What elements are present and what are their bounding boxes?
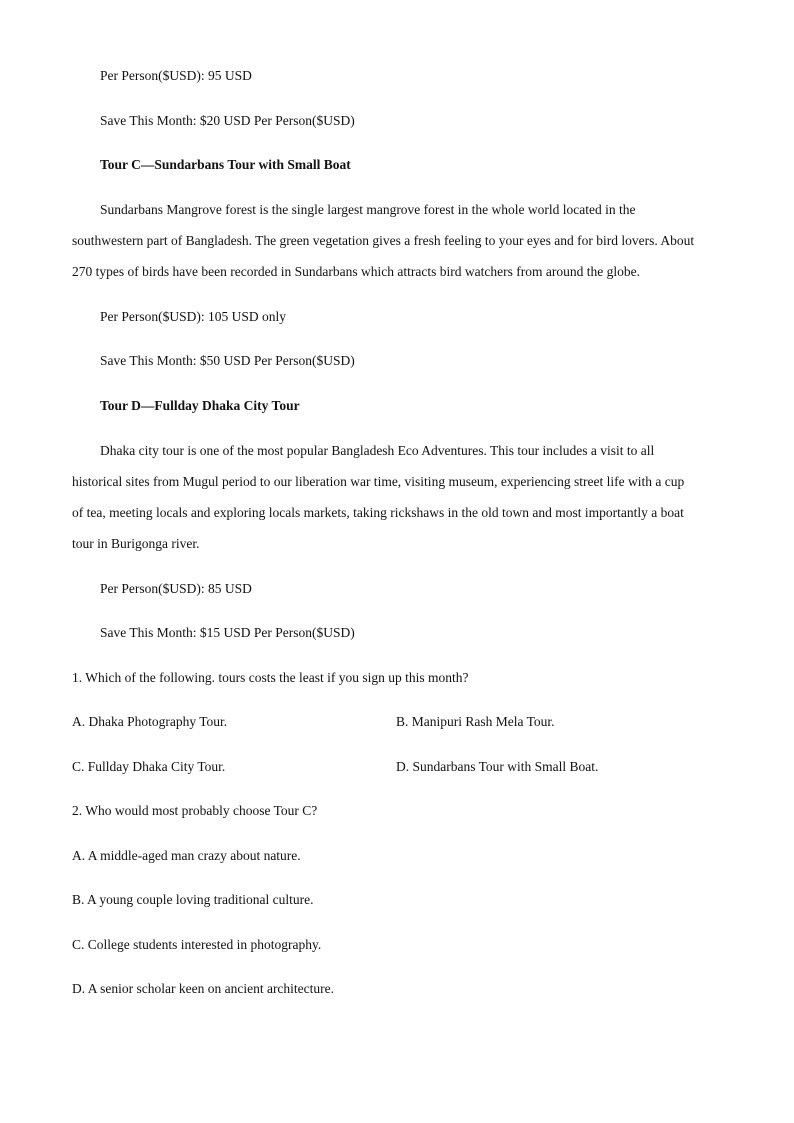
tour-c-description-line: Sundarbans Mangrove forest is the single largest mangrove forest in the whole world located in the: [100, 202, 636, 217]
tour-c-monthly-saving: Save This Month: $50 USD Per Person($USD): [100, 353, 355, 368]
tour-c-per-person-price: Per Person($USD): 105 USD only: [100, 309, 287, 324]
q2-option-b: B. A young couple loving traditional culture.: [72, 892, 314, 907]
tour-d-description-line: Dhaka city tour is one of the most popular Bangladesh Eco Adventures. This tour includes a visit to all: [100, 443, 655, 458]
tour-d-monthly-saving: Save This Month: $15 USD Per Person($USD): [100, 625, 355, 640]
q1-option-c: C. Fullday Dhaka City Tour.: [72, 759, 226, 774]
tour-c-heading: Tour C—Sundarbans Tour with Small Boat: [100, 157, 351, 172]
question-2: 2. Who would most probably choose Tour C?: [72, 803, 318, 818]
q1-option-b: B. Manipuri Rash Mela Tour.: [396, 714, 555, 729]
q2-option-a: A. A middle-aged man crazy about nature.: [72, 848, 301, 863]
tour-d-description-line: historical sites from Mugul period to our liberation war time, visiting museum, experiencing street life with a cup: [72, 474, 685, 489]
tour-b-monthly-saving: Save This Month: $20 USD Per Person($USD): [100, 113, 355, 128]
q1-option-d: D. Sundarbans Tour with Small Boat.: [396, 759, 599, 774]
q2-option-d: D. A senior scholar keen on ancient architecture.: [72, 981, 335, 996]
q2-option-c: C. College students interested in photography.: [72, 937, 322, 952]
tour-d-per-person-price: Per Person($USD): 85 USD: [100, 581, 252, 596]
tour-d-description-line: of tea, meeting locals and exploring locals markets, taking rickshaws in the old town and most importantly a boat: [72, 505, 684, 520]
tour-d-description-line: tour in Burigonga river.: [72, 536, 200, 551]
tour-b-per-person-price: Per Person($USD): 95 USD: [100, 68, 252, 83]
tour-d-heading: Tour D—Fullday Dhaka City Tour: [100, 398, 300, 413]
question-1: 1. Which of the following. tours costs the least if you sign up this month?: [72, 670, 469, 685]
tour-c-description-line: southwestern part of Bangladesh. The green vegetation gives a fresh feeling to your eyes and for bird lovers. About: [72, 233, 695, 248]
q1-option-a: A. Dhaka Photography Tour.: [72, 714, 228, 729]
tour-c-description-line: 270 types of birds have been recorded in Sundarbans which attracts bird watchers from around the globe.: [72, 264, 640, 279]
